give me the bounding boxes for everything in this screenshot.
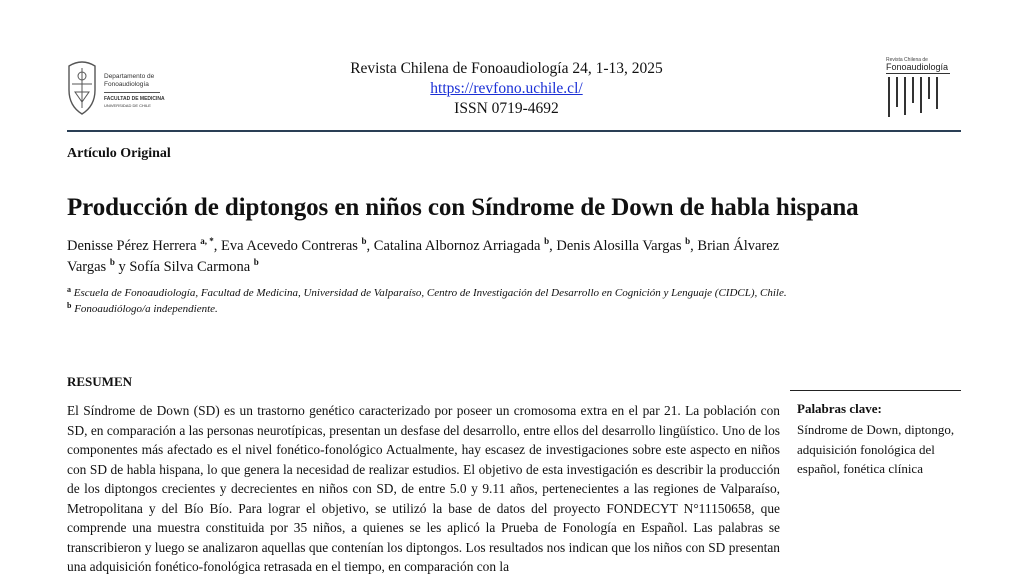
article-title: Producción de diptongos en niños con Síndrome de Down de habla hispana <box>67 194 859 221</box>
author-affiliation-mark: b <box>253 257 259 267</box>
journal-logo-title: Fonoaudiología <box>886 62 949 72</box>
keywords-divider <box>790 390 961 391</box>
journal-logo-bar <box>912 77 914 103</box>
affiliation-mark: b <box>67 301 72 310</box>
author-separator: y <box>114 259 130 275</box>
author-name: Denis Alosilla Vargas <box>556 238 682 254</box>
logo-line-3: FACULTAD DE MEDICINA <box>104 96 165 102</box>
author-name: Eva Acevedo Contreras <box>221 238 358 254</box>
journal-logo-small-text: Revista Chilena de <box>886 57 928 63</box>
journal-logo <box>886 57 956 117</box>
affiliation-text: Fonoaudiólogo/a independiente. <box>74 303 218 315</box>
abstract-heading: RESUMEN <box>67 374 133 389</box>
journal-logo-rule <box>886 73 950 74</box>
author-separator: , <box>366 238 374 254</box>
journal-logo-bar <box>888 77 890 117</box>
author-affiliation-mark: b <box>109 257 115 267</box>
abstract-text: El Síndrome de Down (SD) es un trastorno genético caracterizado por poseer un cromosoma extra en el par 21. La población con SD, en comparación a las personas neurotípicas, presentan un desfase del desarrollo, entre ellos del desarrollo lingüístico. Uno de los componentes más afectado es el nivel fonético-fonológico Actualmente, hay escasez de investigaciones sobre este aspecto en niños con SD de habla hispana, lo que genera la necesidad de realizar estudios. El objetivo de esta investigación es describir la producción de los diptongos crecientes y decrecientes en niños con SD, de entre 5.0 y 9.11 años, pertenecientes a las regiones de Valparaíso, Metropolitana y del Bío Bío. Para lograr el objetivo, se utilizó la base de datos del proyecto FONDECYT N°11150658, que comprende una muestra constituida por 35 niños, a quienes se les aplicó la Prueba de Fonología en Español. Las palabras se transcribieron y luego se analizaron aquellas que contenían los diptongos. Los resultados nos indican que los niños con SD presentan una adquisición fonético-fonológica retrasada en el tiempo, en comparación con la <box>67 403 780 574</box>
author-affiliation-mark: b <box>544 236 550 246</box>
affiliation-mark: a <box>67 285 71 294</box>
author-affiliation-mark: b <box>685 236 691 246</box>
logo-line-1: Departamento de <box>104 73 155 80</box>
author-name: Catalina Albornoz Arriagada <box>373 238 541 254</box>
affiliation-item <box>67 285 787 301</box>
author-separator: , <box>549 238 557 254</box>
affiliation-item <box>67 301 787 317</box>
journal-citation: Revista Chilena de Fonoaudiología 24, 1-13, 2025 <box>350 60 663 77</box>
journal-logo-bar <box>904 77 906 115</box>
header-divider <box>67 130 961 132</box>
author-list <box>67 236 787 278</box>
affiliation-text: Escuela de Fonoaudiología, Facultad de Medicina, Universidad de Valparaíso, Centro de Investigación del Desarrollo en Cognición y Lenguaje (CIDCL), Chile. <box>73 287 787 299</box>
keywords-heading: Palabras clave: <box>797 401 882 416</box>
author-name: Sofía Silva Carmona <box>129 259 251 275</box>
journal-logo-bar <box>928 77 930 99</box>
journal-url-link[interactable]: https://revfono.uchile.cl/ <box>430 80 583 97</box>
author-name: Denisse Pérez Herrera <box>67 238 197 254</box>
author-affiliation-mark: b <box>361 236 367 246</box>
keywords-text: Síndrome de Down, diptongo, adquisición fonológica del español, fonética clínica <box>797 422 955 476</box>
logo-line-4: UNIVERSIDAD DE CHILE <box>104 103 151 108</box>
author-separator: , <box>690 238 698 254</box>
journal-logo-bar <box>896 77 898 107</box>
affiliations <box>67 285 787 317</box>
author-affiliation-mark: a, * <box>200 236 214 246</box>
journal-issn: ISSN 0719-4692 <box>454 100 559 117</box>
journal-logo-bar <box>936 77 938 109</box>
article-type: Artículo Original <box>67 146 171 161</box>
author-separator: , <box>213 238 221 254</box>
journal-header <box>0 59 1013 119</box>
logo-line-2: Fonoaudiología <box>104 81 149 88</box>
author-name: Brian Álvarez Vargas <box>67 238 780 275</box>
journal-logo-bar <box>920 77 922 113</box>
